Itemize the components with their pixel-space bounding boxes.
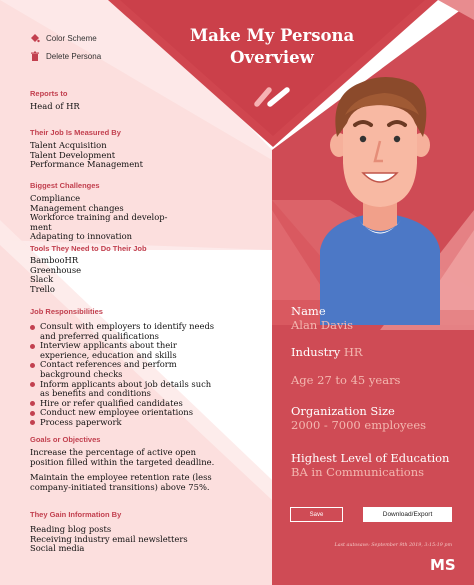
list-item: Receiving industry email newsletters <box>30 533 188 544</box>
info-title: They Gain Information By <box>30 510 122 519</box>
list-item: Interview applicants about their experience, education and skills <box>30 341 230 360</box>
tools-title: Tools They Need to Do Their Job <box>30 244 147 253</box>
trash-icon <box>30 51 40 61</box>
responsibilities-list[interactable] <box>30 322 230 428</box>
list-item: Inform applicants about job details such as benefits and conditions <box>30 380 230 399</box>
list-item: Performance Management <box>30 159 143 170</box>
responsibilities-title: Job Responsibilities <box>30 307 103 316</box>
title-line-1: Make My Persona <box>189 26 355 45</box>
list-item: Compliance <box>30 193 81 203</box>
measured-by-title: Their Job Is Measured By <box>30 128 121 137</box>
title-line-2: Overview <box>230 48 314 67</box>
list-item: Social media <box>30 543 85 554</box>
org-size-label: Organization Size <box>291 404 395 418</box>
delete-persona-button[interactable] <box>30 51 101 61</box>
goal-line: position filled within the targeted deadline. <box>30 456 215 467</box>
double-stripe-logo-icon <box>253 86 293 108</box>
reports-to-text: Head of HR <box>30 101 80 111</box>
education-label: Highest Level of Education <box>291 451 450 465</box>
download-export-button[interactable]: Download/Export <box>363 507 452 522</box>
paint-bucket-icon <box>30 33 40 43</box>
reports-to-value[interactable] <box>30 102 230 112</box>
name-value[interactable]: Alan Davis <box>291 318 354 332</box>
goal-line: Increase the percentage of active open <box>30 447 196 457</box>
brand-logo: MS <box>430 556 456 574</box>
tools-list[interactable] <box>30 256 230 294</box>
avatar-illustration <box>315 75 445 325</box>
industry-label: Industry <box>291 345 341 359</box>
challenges-title: Biggest Challenges <box>30 181 100 190</box>
last-saved-text: Last autosave: September 9th 2019, 3:15:19 pm <box>334 543 452 548</box>
list-item: Contact references and perform background checks <box>30 360 230 379</box>
list-item: Hire or refer qualified candidates <box>30 399 230 409</box>
list-item: Talent Development <box>30 149 116 160</box>
age-value[interactable]: Age 27 to 45 years <box>291 373 401 387</box>
color-scheme-button[interactable] <box>30 33 97 43</box>
info-list[interactable] <box>30 525 230 554</box>
list-item: ment <box>30 221 52 232</box>
list-item: BambooHR <box>30 255 79 265</box>
list-item: Adapating to innovation <box>30 231 133 242</box>
page-title <box>168 25 376 69</box>
list-item: Greenhouse <box>30 264 82 275</box>
measured-by-list[interactable] <box>30 141 230 170</box>
challenges-list[interactable] <box>30 194 230 242</box>
list-item: Slack <box>30 274 54 285</box>
goal-line: company-initiated transitions) above 75%. <box>30 481 210 492</box>
list-item: Management changes <box>30 202 124 213</box>
list-item: Workforce training and develop- <box>30 212 168 223</box>
list-item: Process paperwork <box>30 418 230 428</box>
industry-field[interactable] <box>291 345 363 359</box>
reports-to-title: Reports to <box>30 89 68 98</box>
goals-text[interactable] <box>30 448 230 492</box>
list-item: Reading blog posts <box>30 524 112 534</box>
goals-title: Goals or Objectives <box>30 435 101 444</box>
color-scheme-label: Color Scheme <box>46 33 97 43</box>
name-label: Name <box>291 304 326 318</box>
list-item: Talent Acquisition <box>30 140 107 150</box>
education-value[interactable]: BA in Communications <box>291 465 425 479</box>
list-item: Trello <box>30 283 55 294</box>
org-size-value[interactable]: 2000 - 7000 employees <box>291 418 427 432</box>
goal-line: Maintain the employee retention rate (less <box>30 472 212 483</box>
list-item: Consult with employers to identify needs and preferred qualifications <box>30 322 230 341</box>
list-item: Conduct new employee orientations <box>30 408 230 418</box>
save-button[interactable]: Save <box>290 507 343 522</box>
industry-value: HR <box>343 345 363 359</box>
delete-persona-label: Delete Persona <box>46 51 102 61</box>
